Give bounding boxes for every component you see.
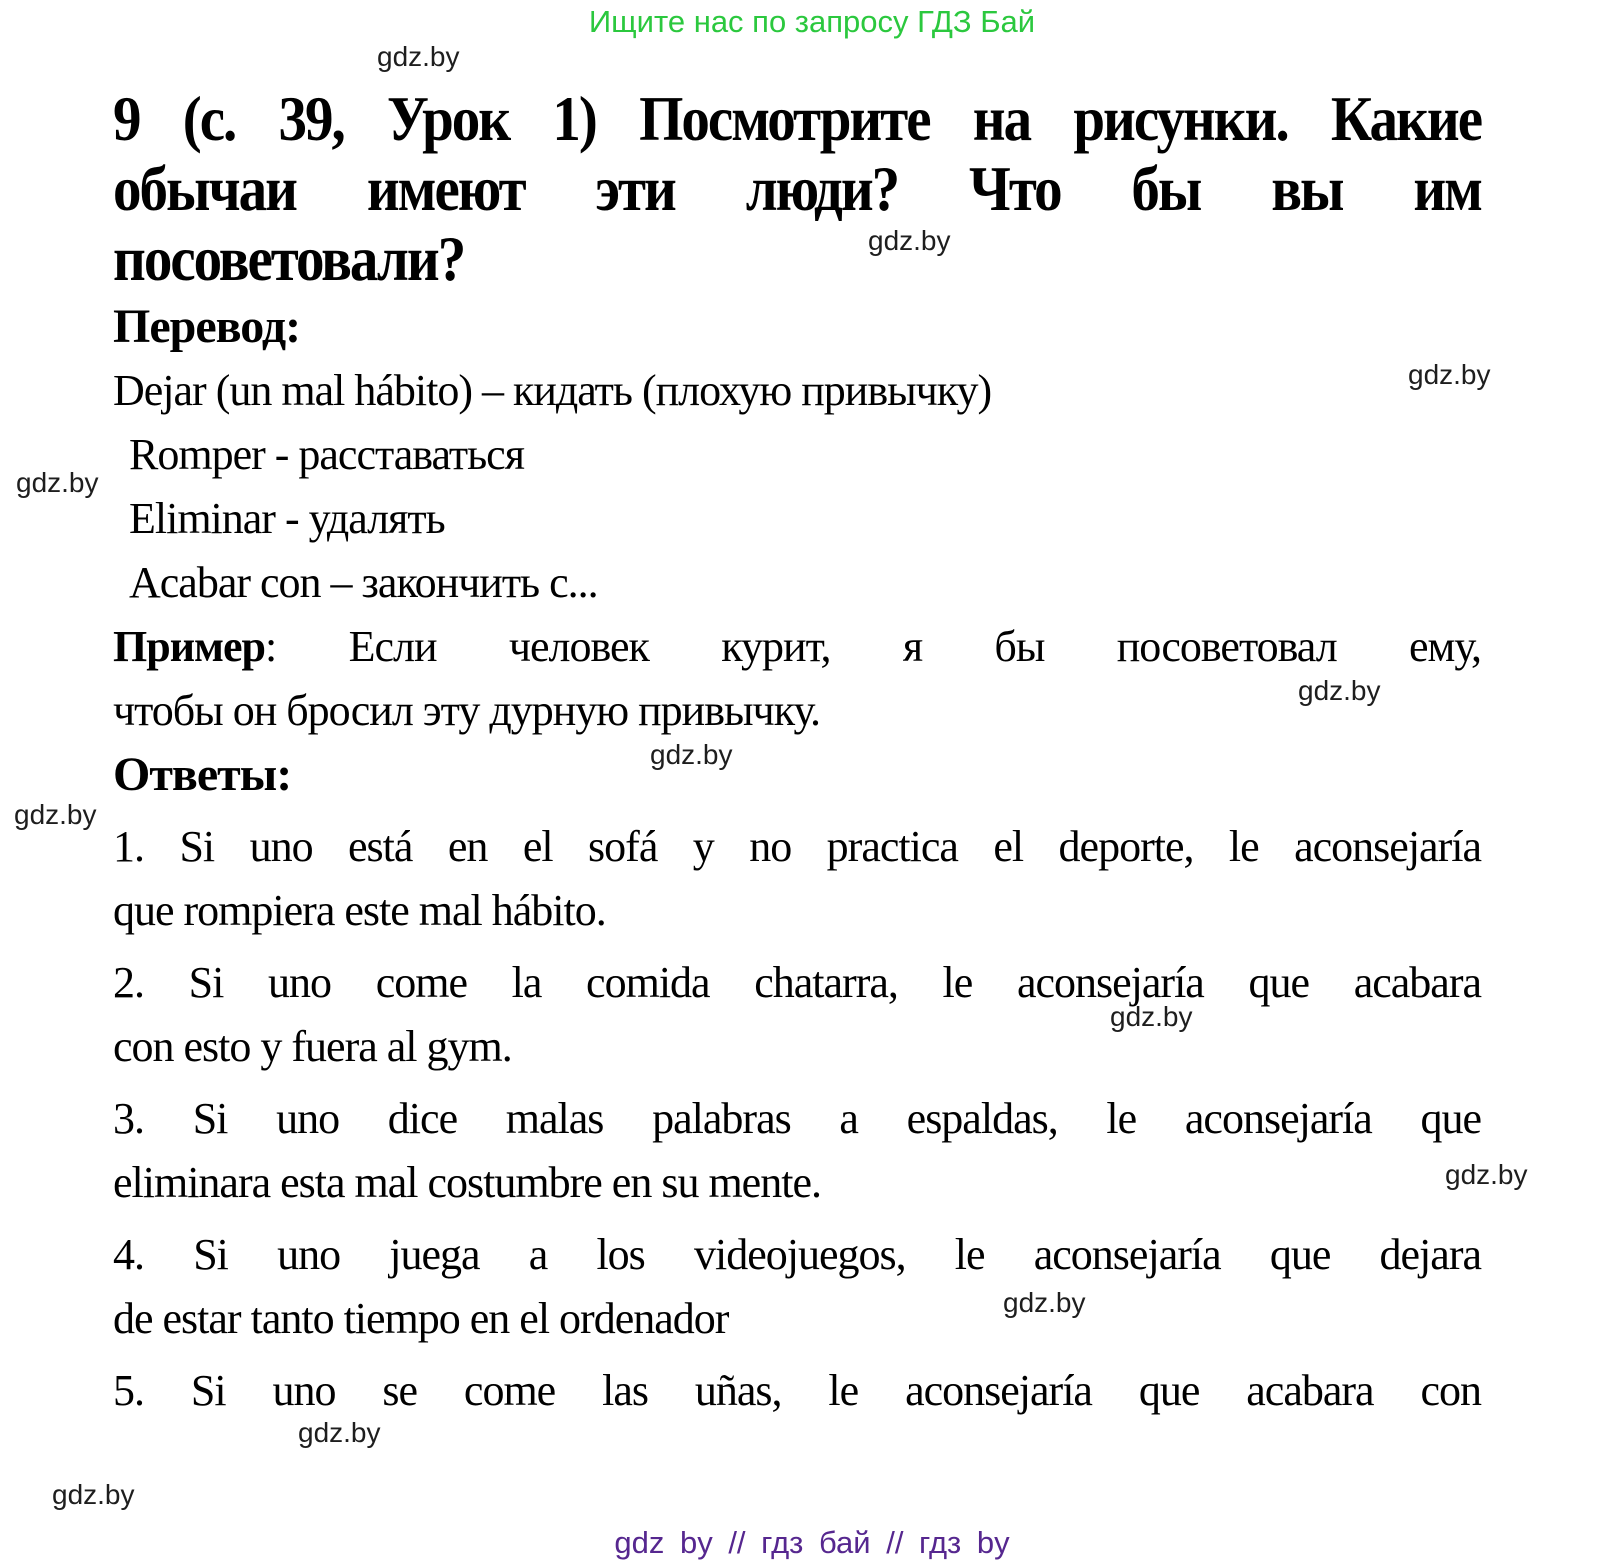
heading-line: 9 (с. 39, Урок 1) Посмотрите на рисунки. Какие (113, 84, 1481, 155)
heading-line: посоветовали? (113, 224, 465, 295)
answer-item-4 (113, 1223, 1481, 1351)
translation-item: Eliminar - удалять (129, 494, 445, 543)
example-line (113, 615, 1481, 679)
answer-line: 1. Si uno está en el sofá y no practica el deporte, le aconsejaría (113, 822, 1481, 871)
watermark-gdz: gdz.by (868, 225, 951, 256)
answer-line: con esto y fuera al gym. (113, 1022, 512, 1071)
answer-line: 5. Si uno se come las uñas, le aconsejaría que acabara con (113, 1366, 1481, 1415)
example-text: : Если человек курит, я бы посоветовал ему, (265, 622, 1481, 671)
watermark-gdz: gdz.by (52, 1479, 135, 1510)
watermark-gdz: gdz.by (377, 41, 460, 72)
translation-item: Dejar (un mal hábito) – кидать (плохую привычку) (113, 366, 992, 415)
watermark-gdz: gdz.by (1003, 1287, 1086, 1318)
answer-item-1 (113, 815, 1481, 943)
translation-item: Acabar con – закончить с... (129, 558, 598, 607)
translation-label: Перевод: (113, 300, 301, 353)
answer-line: 4. Si uno juega a los videojuegos, le aconsejaría que dejara (113, 1230, 1481, 1279)
watermark-gdz: gdz.by (1298, 675, 1381, 706)
watermark-gdz: gdz.by (1408, 359, 1491, 390)
watermark-gdz: gdz.by (16, 467, 99, 498)
translation-item: Romper - расставаться (129, 430, 524, 479)
answer-line: 2. Si uno come la comida chatarra, le aconsejaría que acabara (113, 958, 1481, 1007)
promo-banner: Ищите нас по запросу ГДЗ Бай (588, 4, 1036, 39)
site-footer: gdz by // гдз бай // гдз by (614, 1525, 1010, 1560)
example-line: чтобы он бросил эту дурную привычку. (113, 686, 821, 735)
answer-line: 3. Si uno dice malas palabras a espaldas, le aconsejaría que (113, 1094, 1481, 1143)
answer-line: eliminara esta mal costumbre en su mente. (113, 1158, 821, 1207)
heading-line: обычаи имеют эти люди? Что бы вы им (113, 154, 1481, 225)
task-heading (113, 85, 1481, 295)
watermark-gdz: gdz.by (298, 1417, 381, 1448)
answer-item-2 (113, 951, 1481, 1079)
watermark-gdz: gdz.by (1445, 1159, 1528, 1190)
watermark-gdz: gdz.by (14, 799, 97, 830)
answer-line: que rompiera este mal hábito. (113, 886, 606, 935)
watermark-gdz: gdz.by (650, 739, 733, 770)
answer-line: de estar tanto tiempo en el ordenador (113, 1294, 729, 1343)
example-label: Пример (113, 622, 266, 671)
answers-label: Ответы: (113, 748, 292, 801)
answer-item-5 (113, 1359, 1481, 1423)
document-body (113, 85, 1481, 1423)
answer-item-3 (113, 1087, 1481, 1215)
watermark-gdz: gdz.by (1110, 1001, 1193, 1032)
